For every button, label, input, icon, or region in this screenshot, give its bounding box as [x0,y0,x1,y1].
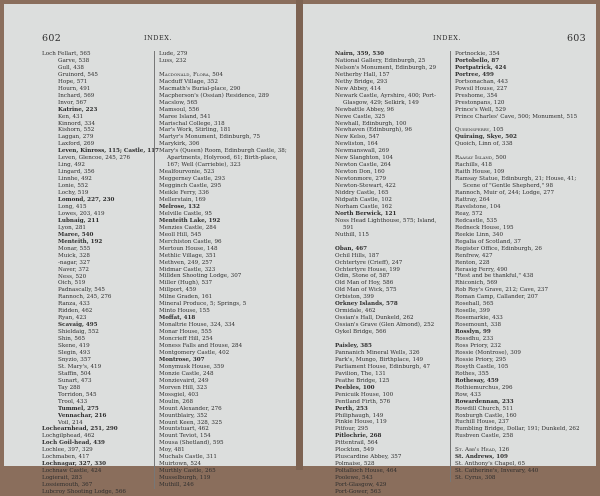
index-entry: St. Mary's, 419 [58,363,102,370]
index-entry: Lingard, 356 [58,169,95,176]
index-entry: Rothiemurchus, 296 [455,384,513,391]
index-entry: Lochgilphead, 462 [42,433,95,440]
index-entry: Moncrieff Hill, 254 [159,336,213,343]
index-entry: St. Cyrus, 308 [455,475,496,482]
index-entry: New Kelso, 547 [335,134,380,141]
index-entry: Monymusk House, 359 [159,363,225,370]
index-entry: National Gallery, Edinburgh, 25 [335,57,426,64]
index-entry: Prince's Well, 529 [455,106,506,113]
index-entry: Mary's (Queen) Room, Edinburgh Castle, 38; Apartments, Holyrood, 61; Birth-place, 167; Well (Carriebie), 323 [159,148,287,169]
index-entry: Linnhe, 492 [58,176,92,183]
index-entry: Luss, 232 [159,57,187,64]
index-entry: Macpherson's (Ossian) Residence, 289 [159,92,269,99]
index-column [154,51,291,489]
index-entry: Newton Castle, 264 [335,162,392,169]
index-entry: Ross Priory, 232 [455,343,502,349]
index-entry: Miller (Hugh), 537 [159,280,213,287]
index-column [42,51,159,496]
index-entry: Orkney Islands, 578 [335,301,398,308]
index-entry: Old Man of Hoy, 586 [335,280,394,287]
index-entry: Raasay Island, 500 [455,155,507,162]
index-entry: Monzievaird, 249 [159,377,209,384]
index-entry: Ochtertyre (Crieff), 247 [335,259,403,266]
index-entry: Newbattle Abbey, 96 [335,106,394,113]
index-entry: Rossdhu, 233 [455,336,494,343]
index-entry: Ruchill House, 237 [455,419,509,426]
index-entry: Rattray, 264 [455,196,490,203]
index-entry: Millden Shooting Lodge, 307 [159,273,242,280]
index-entry: Powsil House, 227 [455,85,508,92]
index-entry: Ryan, 423 [58,315,87,322]
index-entry: Queensferry, 105 [455,127,504,134]
index-entry: Park's, Mungo, Birthplace, 149 [335,356,424,363]
index-entry: Newhaven (Edinburgh), 96 [335,127,412,134]
index-entry: Ness, 520 [58,273,87,280]
index-entry: Odin, Stone of, 587 [335,273,390,280]
index-entry: Loch Fellart, 565 [42,51,91,57]
index-entry: Laxford, 269 [58,141,95,148]
index-entry: Morven Hill, 323 [159,384,208,391]
index-entry: Snyzio, 357 [58,356,91,363]
index-entry: Pannanich Mineral Wells, 326 [335,349,420,356]
index-entry: Nelson's Monument, Edinburgh, 29 [335,64,437,71]
index-entry: Reekie Linn, 340 [455,231,504,238]
index-entry: Oban, 467 [335,245,368,252]
index-entry: Noss Head Lighthouse, 575; Island, 591 [335,217,437,231]
index-entry: Macdonald, Flora, 504 [159,71,223,78]
index-entry: Renton, 228 [455,259,490,266]
index-entry: Loch Goil-head, 439 [42,440,105,447]
index-entry: Menteith, 192 [58,238,103,245]
left-page [4,4,296,496]
index-entry: Megginch Castle, 295 [159,183,222,190]
index-entry: Niddry Castle, 165 [335,190,389,197]
index-entry: Menzies Castle, 284 [159,224,217,231]
index-entry: Parliament House, Edinburgh, 47 [335,363,431,370]
index-entry: Melville Castle, 95 [159,210,212,217]
index-entry: Lochmaben, 417 [42,454,90,461]
index-entry: Mellerstain, 169 [159,197,206,203]
index-entry: St. Catherine's, Inverary, 440 [455,468,539,475]
index-entry: Methven, 249, 257 [159,259,213,266]
index-entry: Leven, Kinross, 115; Castle, 117 [58,148,159,155]
index-column [450,51,590,482]
index-entry: Nairn, 359, 530 [335,51,385,57]
entry-gap [335,336,447,343]
index-entry: Old Man of Wick, 575 [335,287,397,294]
index-entry: Naver, 372 [58,266,89,273]
index-entry: Millport, 459 [159,287,197,294]
index-entry: Invor, 567 [58,99,87,106]
index-entry: Rowdill Church, 511 [455,405,514,412]
index-entry: Redcastle, 535 [455,217,498,224]
index-entry: Quoich, Linn of, 338 [455,141,513,148]
index-entry: Netherby Hall, 157 [335,71,390,78]
index-entry: Peebles, 100 [335,384,375,391]
index-entry: Portnockie, 354 [455,51,500,57]
index-entry: Lochy, 519 [58,190,89,197]
page-number: 602 [42,33,62,44]
index-entry: Macmath's Burial-place, 290 [159,85,241,92]
index-entry: Tay 288 [58,384,81,391]
index-entry: Ochtertyre House, 199 [335,266,400,273]
index-entry: Kinnord, 334 [58,120,96,127]
index-entry: Rhiconich, 569 [455,280,498,287]
index-entry: Slegin, 493 [58,349,91,356]
index-entry: Newhall, Edinburgh, 100 [335,120,407,127]
index-entry: Rothes, 355 [455,370,489,377]
index-entry: Ling, 492 [58,162,85,169]
index-entry: Torridon, 545 [58,391,97,398]
index-entry: Newtonmore, 279 [335,176,387,183]
running-head: INDEX. [144,34,172,42]
index-entry: Raith House, 109 [455,169,505,176]
index-entry: Murthly Castle, 265 [159,468,216,475]
index-entry: Port-Gower, 563 [335,489,381,496]
index-entry: Ramsay Statue, Edinburgh, 21; House, 41; Scene of "Gentle Shepherd," 98 [455,176,577,190]
index-entry: Montgomery Castle, 402 [159,349,230,356]
page-number: 603 [566,33,586,44]
index-entry: -nagar, 327 [58,259,91,266]
index-entry: Rosemount, 338 [455,322,502,329]
index-entry: Padnascally, 545 [58,287,105,294]
index-entry: Minto House, 155 [159,308,210,315]
index-entry: Roman Camp, Callander, 207 [455,294,538,301]
index-entry: Plockton, 549 [335,447,374,454]
index-entry: Rossie (Montrose), 309 [455,349,521,356]
index-entry: Mealfourvonie, 523 [159,169,215,176]
index-entry: Pinkie House, 119 [335,419,387,426]
index-entry: Lyon, 281 [58,224,86,231]
index-entry: Moulin, 268 [159,398,194,405]
index-entry: Lochearnhead, 251, 290 [42,426,118,433]
index-entry: Newton Don, 160 [335,169,385,176]
index-entry: Menteith Lake, 192 [159,217,221,224]
index-entry: Marischal College, 318 [159,120,225,127]
index-entry: Orbiston, 399 [335,294,374,301]
index-entry: Macslow, 565 [159,99,198,106]
right-page [303,4,596,496]
index-entry: Muick, 328 [58,252,90,259]
index-entry: Oykel Bridge, 566 [335,329,387,336]
index-entry: Newmanswall, 269 [335,148,390,155]
index-entry: Pittentrail, 564 [335,440,379,447]
index-entry: Mountstuart, 462 [159,426,209,433]
index-entry: Nethy Bridge, 293 [335,78,388,85]
index-entry: Quiraing, Skye, 502 [455,134,517,141]
index-column [335,51,447,496]
index-entry: Nuthill, 115 [335,231,369,238]
index-entry: Ossian's Grave (Glen Almond), 252 [335,322,435,329]
index-entry: Monzie Castle, 248 [159,370,214,377]
index-entry: Port-Glasgow, 429 [335,482,387,489]
index-entry: Rannoch, Muir of, 244; Lodge, 277 [455,190,555,197]
index-entry: Rosemarkie, 433 [455,315,503,322]
index-entry: Mossgiel, 403 [159,391,199,398]
index-entry: Newliston, 164 [335,141,378,148]
index-entry: Philiphaugh, 149 [335,412,384,419]
index-entry: Vennachar, 216 [58,412,107,419]
index-entry: Lomond, 227, 230 [58,197,115,204]
running-head: INDEX. [433,34,461,42]
index-entry: Mertoun House, 148 [159,245,218,252]
index-entry: New Abbey, 414 [335,85,381,92]
index-entry: Moness Falls and House, 284 [159,343,243,350]
index-entry: Lochnagar, 327, 330 [42,461,107,468]
index-entry: Ormidale, 462 [335,308,376,315]
index-entry: Muirtown, 524 [159,461,202,468]
index-entry: New Slanghton, 104 [335,155,393,162]
index-entry: Rob Roy's Grave, 212; Cave, 237 [455,287,549,294]
index-entry: Mousa (Shetland), 595 [159,440,224,447]
index-entry: Marykirk, 306 [159,141,200,148]
index-entry: Gull, 438 [58,64,84,71]
index-entry: Poolewe, 543 [335,475,373,482]
index-entry: Mineral Produce, 5; Springs, 5 [159,301,247,308]
index-entry: Mar's Work, Stirling, 181 [159,127,231,134]
index-entry: Nidpath Castle, 102 [335,197,392,204]
index-entry: Muchals Castle, 311 [159,454,217,461]
entry-gap [455,148,590,155]
index-entry: Ranza, 433 [58,301,90,308]
index-entry: Scavaig, 495 [58,322,98,329]
index-entry: Ridden, 462 [58,308,93,315]
index-entry: Lude, 279 [159,51,188,57]
index-entry: Portree, 499 [455,71,494,78]
index-entry: Monar, 555 [58,245,91,252]
index-entry: Rannoch, 245, 276 [58,294,112,301]
index-entry: Laggan, 279 [58,134,94,141]
index-entry: Reay, 572 [455,210,483,217]
index-entry: Rachills, 418 [455,162,492,169]
index-entry: Rowardennan, 233 [455,398,514,405]
index-entry: Peathe Bridge, 125 [335,377,390,384]
index-entry: Musselburgh, 119 [159,475,211,482]
index-entry: Merchiston Castle, 96 [159,238,222,245]
index-entry: Mount Keen, 328, 325 [159,419,223,426]
index-entry: Lossiemouth, 367 [42,482,93,489]
index-entry: Long, 415 [58,203,87,210]
index-entry: Poltalloch House, 464 [335,468,397,475]
index-entry: Shieldaig, 552 [58,329,99,336]
index-entry: Skene, 419 [58,343,90,350]
index-entry: Inchard, 569 [58,92,95,99]
index-entry: Ochil Hills, 187 [335,252,380,259]
index-entry: St. Abb's Head, 126 [455,447,510,454]
index-entry: Shin, 565 [58,336,86,343]
index-entry: Lonie, 552 [58,183,89,190]
index-entry: Midmar Castle, 323 [159,266,216,273]
index-entry: Maree, 540 [58,231,94,238]
index-entry: Rosehall, 565 [455,301,494,308]
index-entry: Meoll Hill, 545 [159,231,202,238]
index-entry: St. Andrews, 109 [455,454,508,461]
index-entry: Rothesay, 459 [455,377,499,384]
index-entry: Preshome, 354 [455,92,498,99]
index-entry: Penicuik House, 100 [335,391,394,398]
index-entry: Monaltrie House, 324, 334 [159,322,236,329]
index-entry: Register Office, Edinburgh, 26 [455,245,542,252]
index-entry: Paisley, 385 [335,343,372,349]
index-entry: Milne Graden, 161 [159,294,213,301]
entry-gap [455,121,590,128]
index-entry: Pitlochrie, 268 [335,433,382,440]
index-entry: St. Anthony's Chapel, 65 [455,461,526,468]
index-entry: Maree Island, 541 [159,113,211,120]
index-entry: Norham Castle, 162 [335,203,393,210]
index-entry: Newark Castle, Ayrshire, 400; Port-Glasgow, 429; Selkirk, 149 [335,92,437,106]
index-entry: Gruinord, 545 [58,71,98,78]
index-entry: Moffat, 418 [159,315,196,322]
index-entry: Prestonpans, 120 [455,99,505,106]
index-entry: Leven, Glencoe, 245, 276 [58,155,131,162]
index-entry: Mamsoul, 556 [159,106,200,113]
index-entry: Prince Charles' Cave, 500; Monument, 515 [455,113,578,120]
index-entry: Portpatrick, 424 [455,64,507,71]
book-gutter [296,0,303,470]
index-entry: Lubcroy Shooting Lodge, 566 [42,489,126,496]
index-entry: Garve, 538 [58,57,90,64]
index-entry: Portsonachan, 443 [455,78,508,85]
index-entry: Rosslyn, 99 [455,329,491,336]
index-entry: Ken, 431 [58,113,84,120]
entry-gap [455,440,590,447]
index-entry: Methlic Village, 351 [159,252,217,259]
index-entry: Ravelstone, 104 [455,203,501,210]
index-entry: Ossian's Hall, Dunkeld, 262 [335,315,414,322]
index-entry: Pentland Firth, 576 [335,398,391,405]
index-entry: Meggerney Castle, 293 [159,176,226,183]
index-entry: Roselle, 399 [455,308,490,315]
index-entry: Roxburgh Castle, 160 [455,412,517,419]
index-entry: Newe Castle, 325 [335,113,386,120]
index-entry: Meikle Ferry, 336 [159,190,209,197]
index-entry: "Rest and be thankful," 438 [455,273,534,280]
index-entry: Rossie Priory, 295 [455,356,507,363]
index-entry: Pavilion, The, 131 [335,370,386,377]
index-entry: Lubnaig, 211 [58,217,100,224]
index-entry: Pluscardine Abbey, 357 [335,454,402,461]
index-entry: Hourn, 491 [58,85,91,92]
entry-gap [159,65,291,72]
index-entry: Renfrew, 427 [455,252,493,259]
index-entry: Logierait, 283 [42,475,83,482]
index-entry: Lochlee, 397, 329 [42,447,93,454]
index-entry: Staffin, 504 [58,370,92,377]
index-entry: Martyr's Monument, Edinburgh, 75 [159,134,261,141]
index-entry: Voil, 214 [58,419,83,426]
index-entry: Lowes, 203, 419 [58,210,105,217]
index-entry: Regalia of Scotland, 37 [455,238,521,245]
index-entry: Redneck House, 195 [455,224,514,231]
index-entry: Lochnaw Castle, 424 [42,468,102,475]
index-entry: Moy, 481 [159,447,185,454]
index-entry: Kishorn, 552 [58,127,95,134]
index-entry: Tummel, 275 [58,405,99,412]
index-entry: Mount Alexander, 276 [159,405,222,412]
index-entry: Oich, 519 [58,280,86,287]
index-entry: Hope, 571 [58,78,88,85]
index-entry: Row, 433 [455,391,481,398]
index-entry: Perth, 253 [335,405,368,412]
index-entry: Mount Teviot, 154 [159,433,211,440]
index-entry: Macduff Village, 352 [159,78,218,85]
entry-gap [335,239,447,246]
index-entry: Pitfour, 295 [335,426,369,433]
index-entry: Rerasig Ferry, 490 [455,266,508,273]
index-entry: Trool, 433 [58,398,88,405]
index-entry: Montrose, 307 [159,356,205,363]
index-entry: Monar House, 555 [159,329,212,336]
index-entry: Mountblairy, 352 [159,412,208,419]
index-entry: Rusbven Castle, 258 [455,433,514,440]
index-entry: Rumbling Bridge, Dollar, 191; Dunkeld, 262 [455,426,580,433]
index-entry: Portobello, 87 [455,57,500,64]
index-entry: Polmaise, 528 [335,461,375,468]
index-entry: Rosyth Castle, 105 [455,363,509,370]
index-entry: Muthill, 246 [159,482,194,489]
index-entry: North Berwick, 121 [335,210,397,217]
index-entry: Melrose, 132 [159,203,200,210]
index-entry: Sunart, 473 [58,377,92,384]
index-entry: Katrine, 223 [58,106,98,113]
index-entry: Newton-Stewart, 422 [335,183,396,190]
